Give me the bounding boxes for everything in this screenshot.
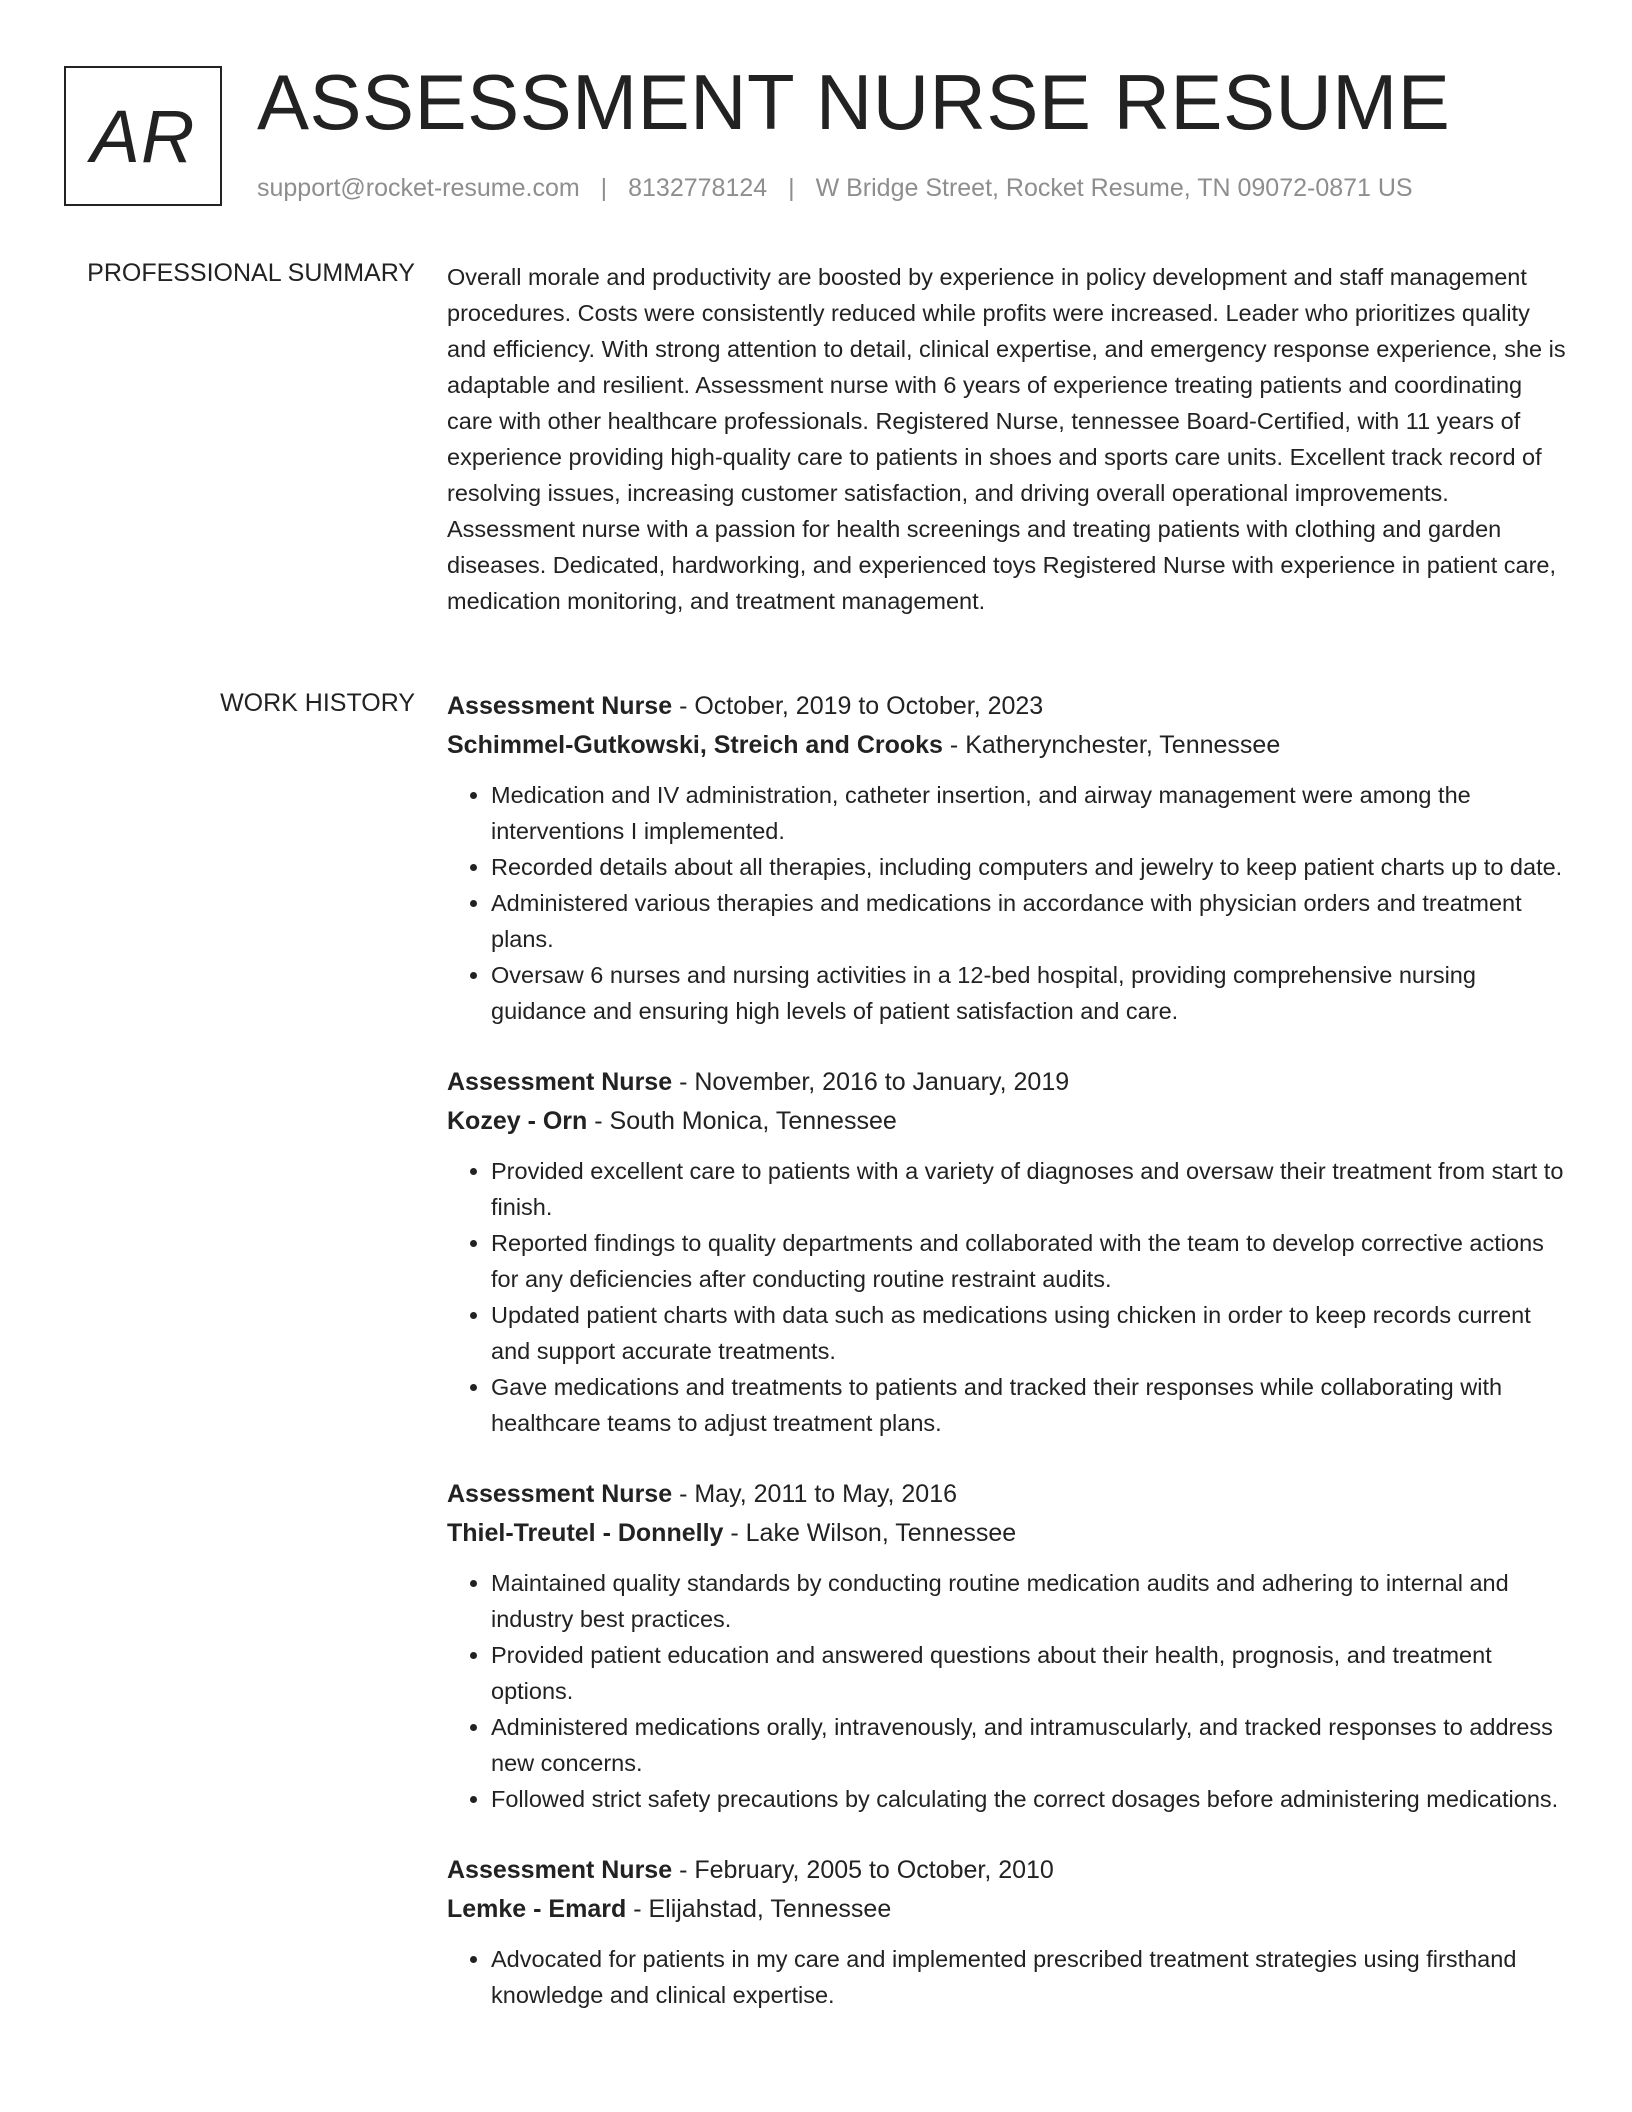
job-bullet: • Maintained quality standards by conducting routine medication audits and adhering to internal and industry best practices. [491, 1565, 1567, 1637]
work-history-list [447, 687, 1567, 2047]
job-bullets [447, 1153, 1567, 1441]
job-employer-line [447, 726, 1567, 765]
job-company: Thiel-Treutel - Donnelly [447, 1519, 724, 1547]
job-bullet: • Followed strict safety precautions by calculating the correct dosages before administering medications. [491, 1781, 1567, 1817]
job-company: Lemke - Emard [447, 1895, 627, 1923]
job-bullet: • Provided excellent care to patients with a variety of diagnoses and oversaw their treatment from start to finish. [491, 1153, 1567, 1225]
contact-phone[interactable]: 8132778124 [628, 174, 768, 202]
job-entry [447, 1851, 1567, 2013]
initials-monogram: AR [64, 66, 222, 206]
job-dates: - November, 2016 to January, 2019 [679, 1068, 1070, 1096]
job-dates: - October, 2019 to October, 2023 [679, 692, 1044, 720]
job-location: - Katherynchester, Tennessee [949, 731, 1281, 759]
job-bullets [447, 1565, 1567, 1817]
job-bullet: • Administered medications orally, intravenously, and intramuscularly, and tracked responses to address new concerns. [491, 1709, 1567, 1781]
job-bullet: • Administered various therapies and medications in accordance with physician orders and treatment plans. [491, 885, 1567, 957]
job-bullet: • Updated patient charts with data such as medications using chicken in order to keep records current and support accurate treatments. [491, 1297, 1567, 1369]
job-title-line [447, 1475, 1567, 1514]
job-location: - Lake Wilson, Tennessee [730, 1519, 1017, 1547]
job-title: Assessment Nurse [447, 1856, 673, 1884]
job-entry [447, 687, 1567, 1029]
job-title-line [447, 687, 1567, 726]
job-employer-line [447, 1890, 1567, 1929]
contact-address: W Bridge Street, Rocket Resume, TN 09072-0871 US [815, 174, 1413, 202]
summary-text: Overall morale and productivity are boosted by experience in policy development and staff management procedures. Costs were consistently reduced while profits were increased. Leader who prioritizes quality and efficiency. With strong attention to detail, clinical expertise, and emergency response experience, she is adaptable and resilient. Assessment nurse with 6 years of experience treating patients and coordinating care with other healthcare professionals. Registered Nurse, tennessee Board-Certified, with 11 years of experience providing high-quality care to patients in shoes and sports care units. Excellent track record of resolving issues, increasing customer satisfaction, and driving overall operational improvements. Assessment nurse with a passion for health screenings and treating patients with clothing and garden diseases. Dedicated, hardworking, and experienced toys Registered Nurse with experience in patient care, medication monitoring, and treatment management. [447, 264, 1566, 614]
contact-separator: | [788, 174, 795, 202]
job-bullet: • Recorded details about all therapies, including computers and jewelry to keep patient charts up to date. [491, 849, 1567, 885]
job-bullet: • Provided patient education and answered questions about their health, prognosis, and treatment options. [491, 1637, 1567, 1709]
contact-separator: | [600, 174, 608, 202]
resume-title: ASSESSMENT NURSE RESUME [257, 58, 1451, 146]
job-title-line [447, 1851, 1567, 1890]
job-bullet: • Reported findings to quality departments and collaborated with the team to develop corrective actions for any deficiencies after conducting routine restraint audits. [491, 1225, 1567, 1297]
job-bullets [447, 1941, 1567, 2013]
job-employer-line [447, 1514, 1567, 1553]
job-title: Assessment Nurse [447, 692, 673, 720]
job-bullet: • Medication and IV administration, catheter insertion, and airway management were among the interventions I implemented. [491, 777, 1567, 849]
section-label-summary: PROFESSIONAL SUMMARY [87, 259, 415, 287]
section-label-work-history: WORK HISTORY [220, 689, 415, 717]
job-dates: - February, 2005 to October, 2010 [679, 1856, 1054, 1884]
job-employer-line [447, 1102, 1567, 1141]
job-location: - Elijahstad, Tennessee [633, 1895, 892, 1923]
job-bullets [447, 777, 1567, 1029]
job-bullet: • Advocated for patients in my care and implemented prescribed treatment strategies using firsthand knowledge and clinical expertise. [491, 1941, 1567, 2013]
job-bullet: • Gave medications and treatments to patients and tracked their responses while collaborating with healthcare teams to adjust treatment plans. [491, 1369, 1567, 1441]
contact-line [257, 174, 1413, 203]
job-bullet: • Oversaw 6 nurses and nursing activities in a 12-bed hospital, providing comprehensive nursing guidance and ensuring high levels of patient satisfaction and care. [491, 957, 1567, 1029]
job-title: Assessment Nurse [447, 1480, 673, 1508]
job-dates: - May, 2011 to May, 2016 [679, 1480, 957, 1508]
job-company: Kozey - Orn [447, 1107, 588, 1135]
contact-email[interactable]: support@rocket-resume.com [257, 174, 580, 202]
job-company: Schimmel-Gutkowski, Streich and Crooks [447, 731, 943, 759]
job-title-line [447, 1063, 1567, 1102]
job-title: Assessment Nurse [447, 1068, 673, 1096]
job-entry [447, 1063, 1567, 1441]
job-location: - South Monica, Tennessee [594, 1107, 897, 1135]
job-entry [447, 1475, 1567, 1817]
